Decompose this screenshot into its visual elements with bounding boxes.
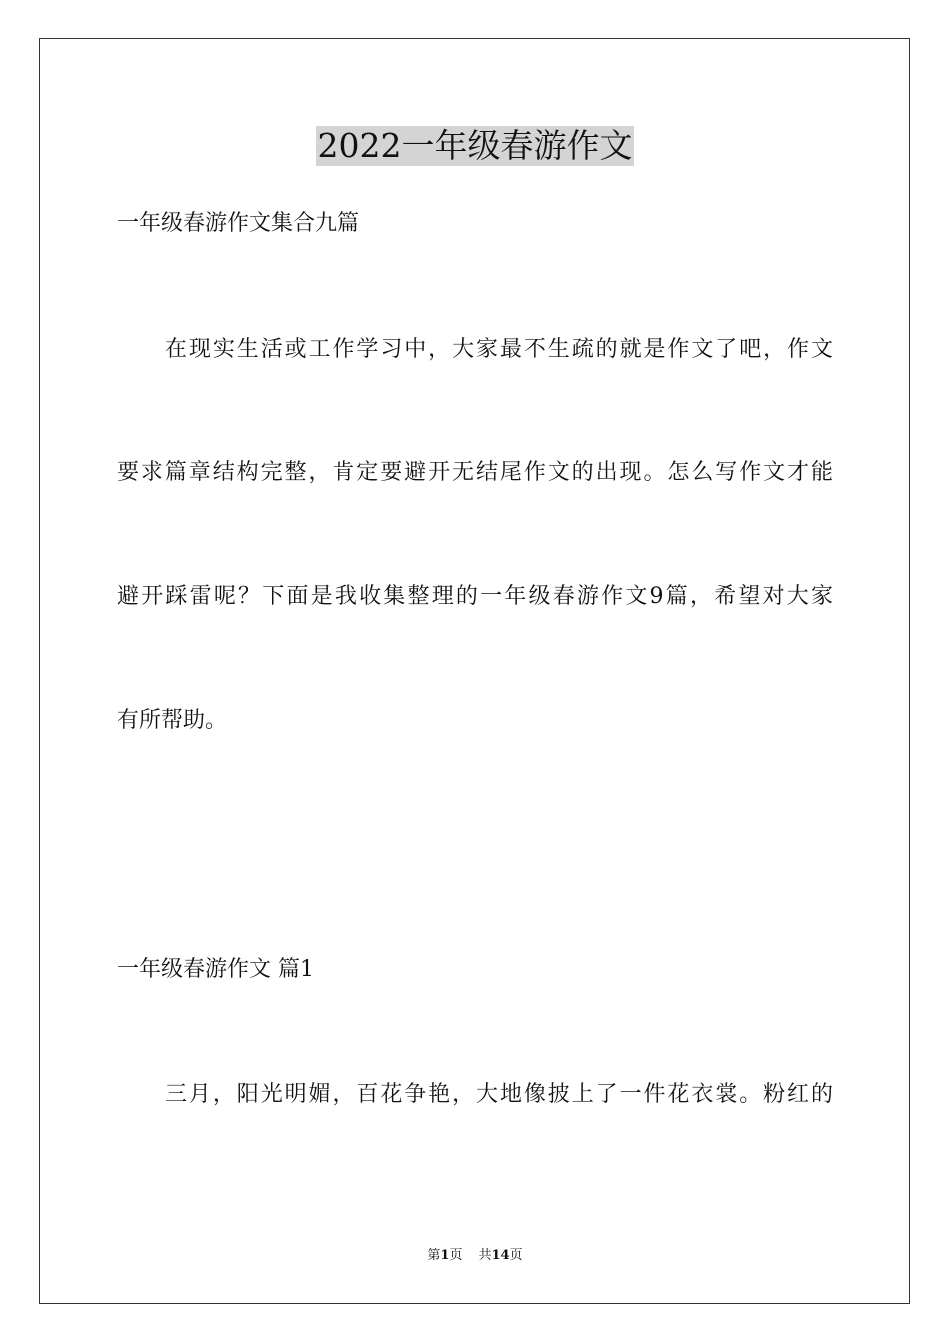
document-subtitle: 一年级春游作文集合九篇 xyxy=(117,211,360,236)
footer-total-prefix: 共 xyxy=(478,1248,492,1263)
page-footer xyxy=(0,1247,950,1265)
section-paragraph-line-1: 三月，阳光明媚，百花争艳，大地像披上了一件花衣裳。粉红的 xyxy=(165,1082,833,1107)
document-title: 2022一年级春游作文 xyxy=(317,126,633,165)
intro-line-3: 避开踩雷呢？下面是我收集整理的一年级春游作文9篇，希望对大家 xyxy=(117,584,833,609)
footer-total-pages: 14 xyxy=(491,1248,510,1263)
section-heading: 一年级春游作文 篇1 xyxy=(117,957,314,982)
title-container xyxy=(0,126,950,166)
footer-page-prefix: 第 xyxy=(427,1248,441,1263)
intro-line-4: 有所帮助。 xyxy=(117,708,228,733)
footer-total-suffix: 页 xyxy=(509,1248,523,1263)
intro-line-2: 要求篇章结构完整，肯定要避开无结尾作文的出现。怎么写作文才能 xyxy=(117,460,833,485)
footer-page-suffix: 页 xyxy=(449,1248,463,1263)
intro-line-1: 在现实生活或工作学习中，大家最不生疏的就是作文了吧，作文 xyxy=(165,337,833,362)
footer-page-number: 1 xyxy=(440,1248,450,1263)
